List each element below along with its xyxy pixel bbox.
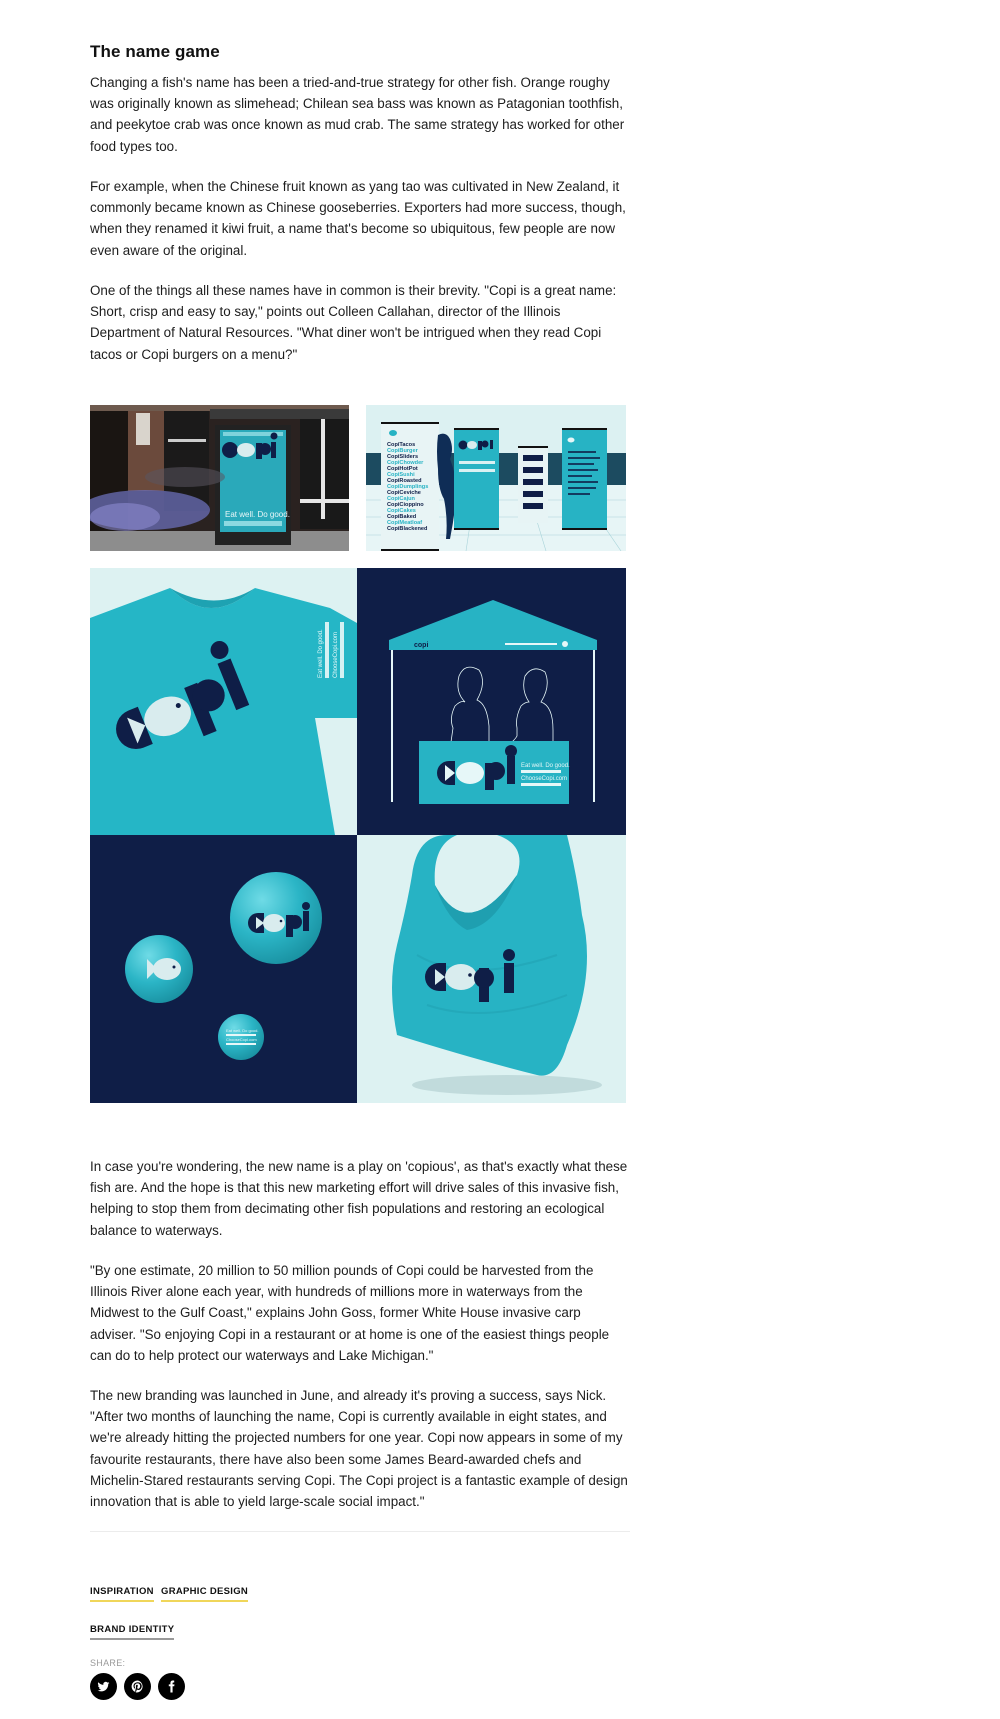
svg-text:CopiBlackened: CopiBlackened [387, 526, 428, 532]
pin-url: ChooseCopi.com [226, 1037, 257, 1042]
banner-stands-image [366, 405, 626, 551]
svg-text:CopiChowder: CopiChowder [387, 460, 424, 466]
pin-buttons-image [90, 835, 357, 1103]
svg-text:CopiCajun: CopiCajun [387, 496, 415, 502]
tent-tagline: Eat well. Do good. [521, 763, 570, 769]
pin-tagline: Eat well. Do good. [226, 1028, 259, 1033]
svg-text:copi: copi [414, 642, 429, 649]
paragraph: The new branding was launched in June, and already it's proving a success, says Nick. "After two months of launching the name, Copi is currently available in eight states, and we're already hitting the projected numbers for one year. Copi now appears in some of my favourite restaurants, there have also been some James Beard-awarded chefs and Michelin-Stared restaurants serving Copi. The Copi project is a fantastic example of design innovation that is able to yield large-scale social impact." [90, 1388, 628, 1510]
paragraph: Changing a fish's name has been a tried-and-true strategy for other fish. Orange roughy was originally known as slimehead; Chilean sea bass was known as Patagonian toothfish, and peekytoe crab was once known as mud crab. The same strategy has worked for other food types too. [90, 75, 625, 154]
paragraph: "By one estimate, 20 million to 50 million pounds of Copi could be harvested from the Illinois River alone each year, with hundreds of millions more in waterways from the Midwest to the Gulf Coast," explains John Goss, former White House invasive carp adviser. "So enjoying Copi in a restaurant or at home is one of the easiest things people can do to help protect our waterways and Lake Michigan." [90, 1263, 610, 1363]
svg-text:CopiSliders: CopiSliders [387, 454, 419, 460]
svg-text:CopiBurger: CopiBurger [387, 448, 418, 454]
paragraph: For example, when the Chinese fruit known as yang tao was cultivated in New Zealand, it commonly became known as Chinese gooseberries. Exporters had more success, though, when they renamed it kiwi fruit, a name that's become so ubiquitous, few people are now even aware of the original. [90, 179, 626, 258]
svg-text:CopiDumplings: CopiDumplings [387, 484, 429, 490]
divider [90, 1531, 630, 1532]
tag-brand-identity[interactable]: BRAND IDENTITY [90, 1624, 174, 1640]
pinterest-icon [131, 1680, 144, 1693]
tag-inspiration[interactable]: INSPIRATION [90, 1586, 154, 1602]
tent-booth-image [357, 568, 626, 835]
svg-text:CopiMeatloaf: CopiMeatloaf [387, 520, 423, 526]
svg-text:CopiBaked: CopiBaked [387, 514, 417, 520]
facebook-icon [165, 1680, 178, 1693]
svg-text:CopiTacos: CopiTacos [387, 442, 416, 448]
share-label: SHARE: [90, 1658, 126, 1668]
twitter-icon [97, 1680, 110, 1693]
paragraph: One of the things all these names have in common is their brevity. "Copi is a great name: Short, crisp and easy to say," points out Colleen Callahan, director of the Illinois Department of Natural Resources. "What diner won't be intrigued when they read Copi tacos or Copi burgers on a menu?" [90, 283, 617, 362]
tshirt-image [90, 568, 357, 835]
tshirt-sleeve-url: ChooseCopi.com [333, 631, 339, 678]
svg-text:CopiHotPot: CopiHotPot [387, 466, 418, 472]
tote-bag-image [357, 835, 626, 1103]
svg-text:CopiSushi: CopiSushi [387, 472, 415, 478]
pinterest-share-button[interactable] [124, 1673, 151, 1700]
svg-text:CopiCakes: CopiCakes [387, 508, 416, 514]
twitter-share-button[interactable] [90, 1673, 117, 1700]
svg-text:CopiCeviche: CopiCeviche [387, 490, 421, 496]
svg-text:CopiRoasted: CopiRoasted [387, 478, 422, 484]
tshirt-sleeve-tagline: Eat well. Do good. [318, 629, 324, 678]
paragraph: In case you're wondering, the new name is a play on 'copious', as that's exactly what these fish are. And the hope is that this new marketing effort will drive sales of this invasive fish, helping to stop them from decimating other fish populations and restoring an ecological balance to waterways. [90, 1159, 628, 1238]
tent-url: ChooseCopi.com [521, 776, 568, 782]
section-heading: The name game [90, 42, 220, 61]
svg-text:CopiCioppino: CopiCioppino [387, 502, 424, 508]
billboard-photo [90, 405, 349, 551]
facebook-share-button[interactable] [158, 1673, 185, 1700]
tag-graphic-design[interactable]: GRAPHIC DESIGN [161, 1586, 248, 1602]
billboard-tagline: Eat well. Do good. [225, 510, 290, 519]
